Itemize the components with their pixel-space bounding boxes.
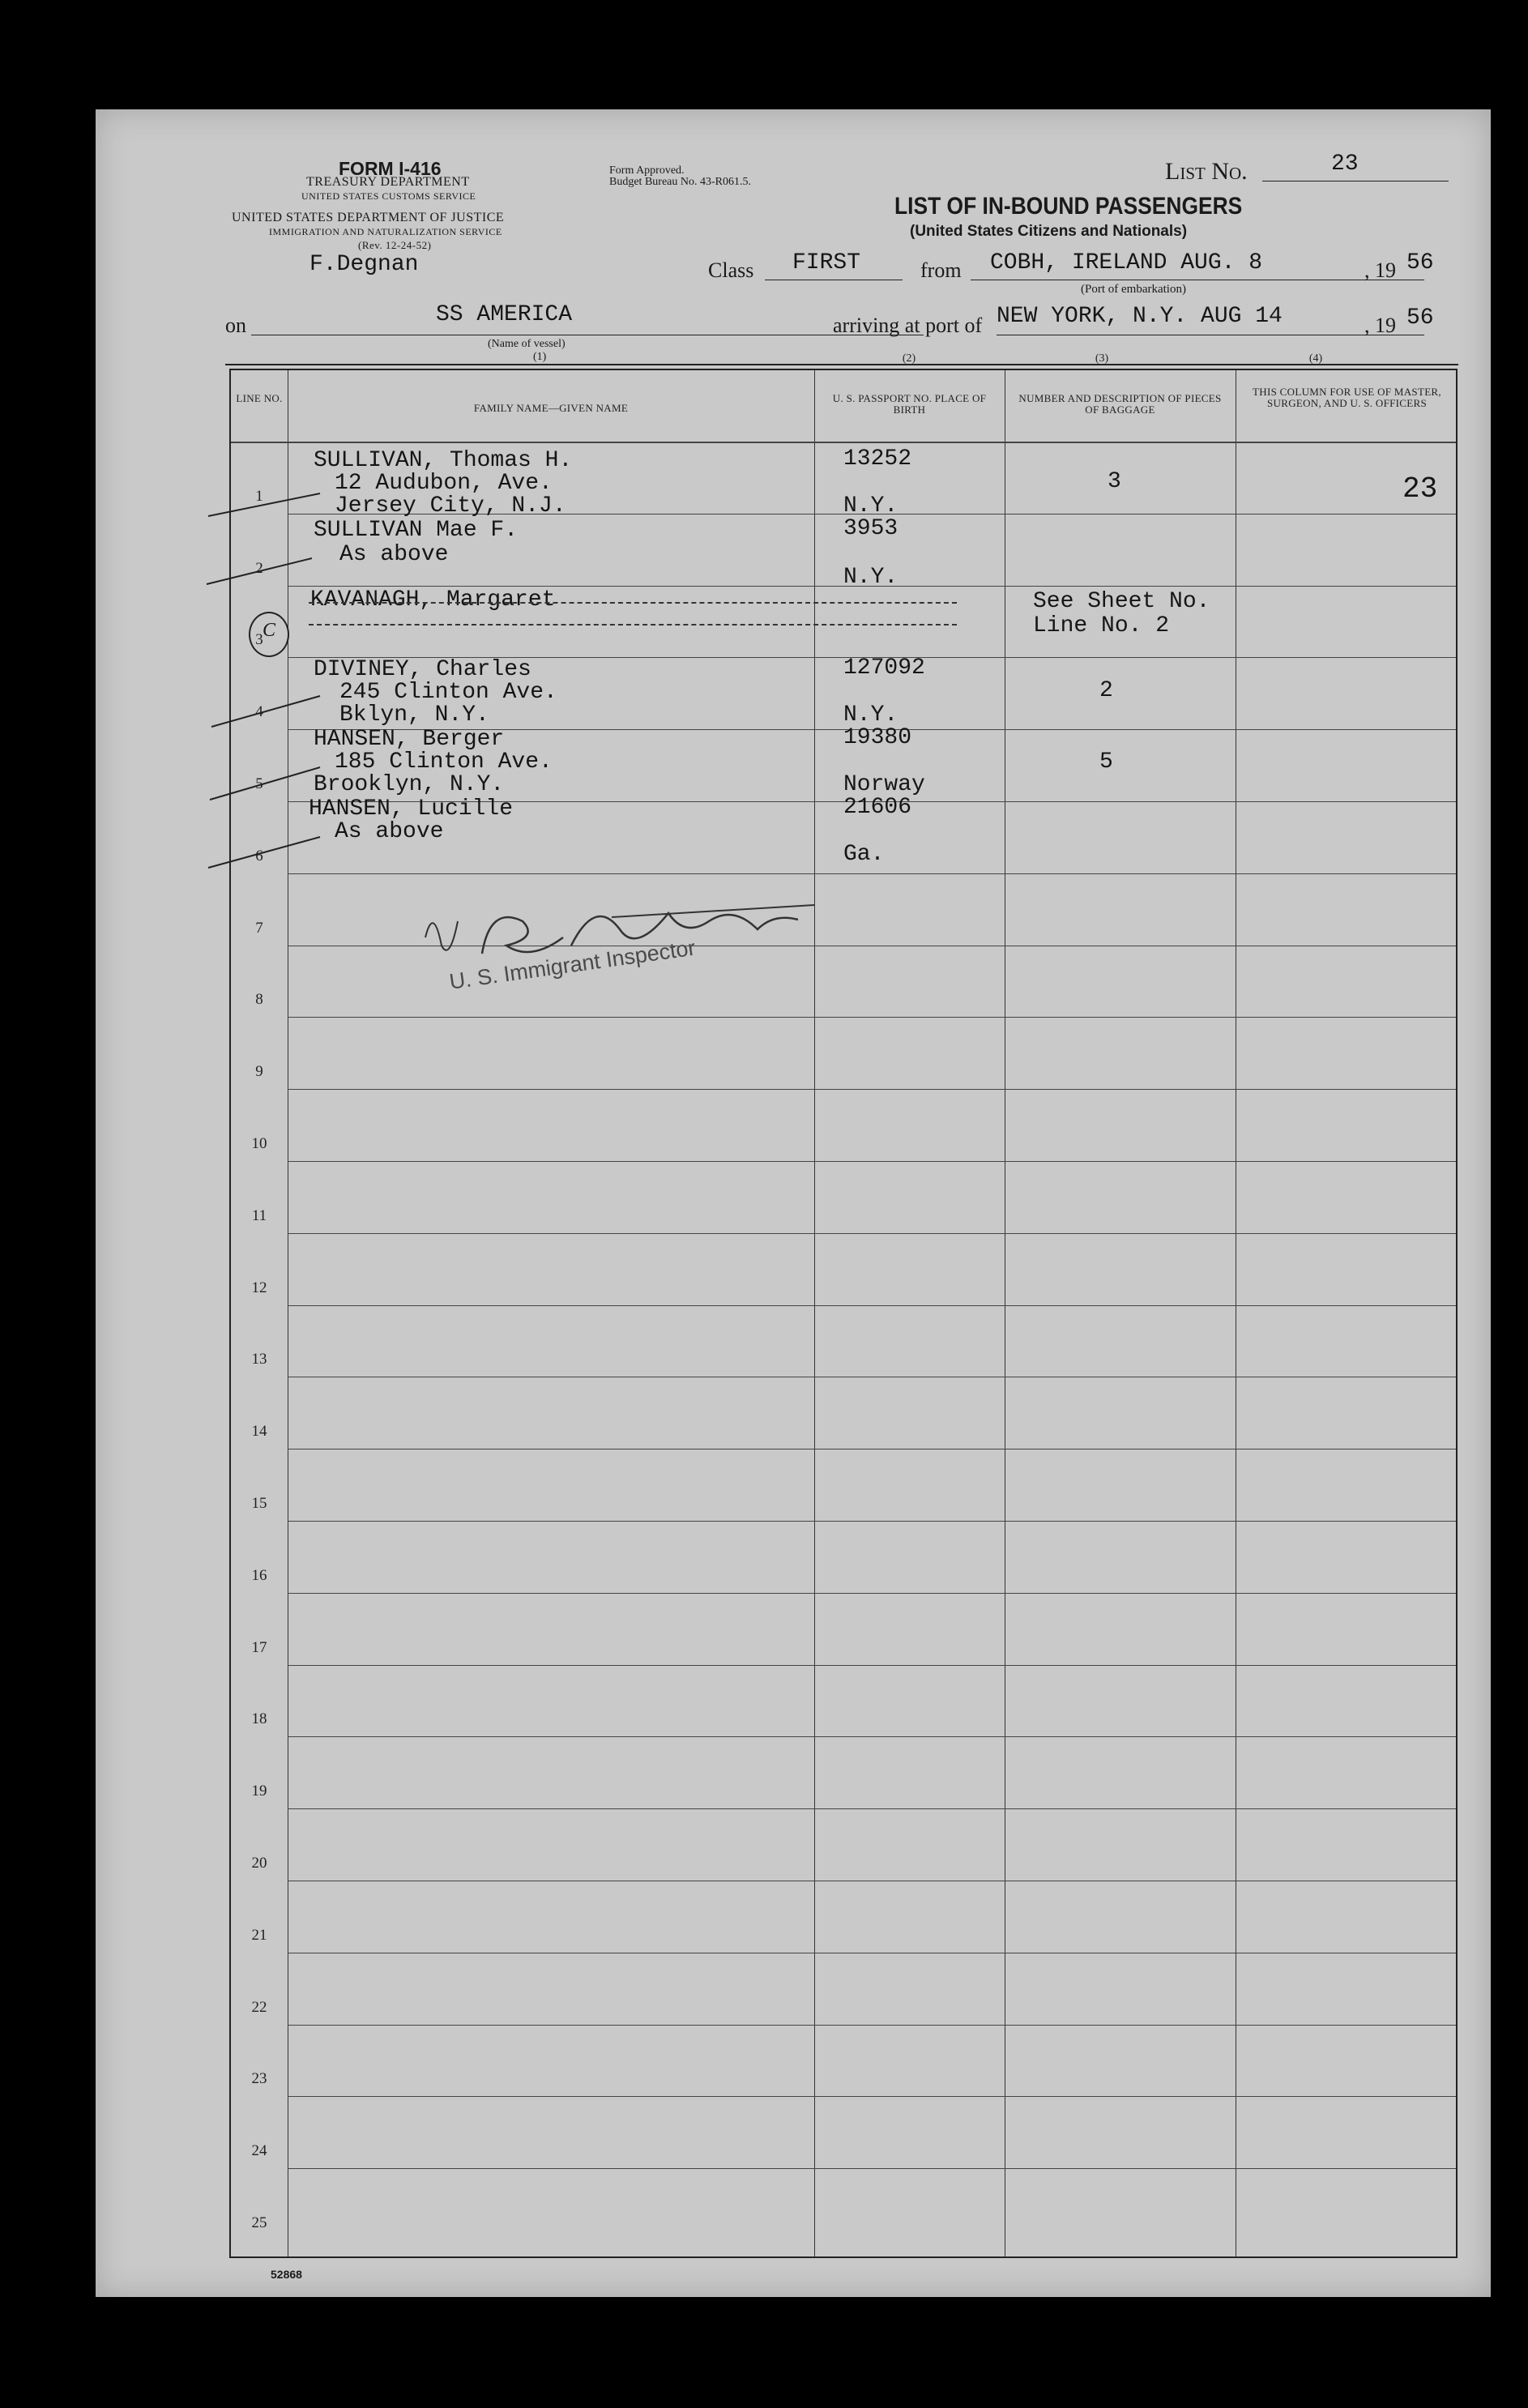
p2-address: As above	[339, 542, 449, 567]
p3-name-struck: KAVANAGH, Margaret	[310, 587, 556, 613]
p5-baggage: 5	[1099, 749, 1113, 775]
inspector-stamp: U. S. Immigrant Inspector	[447, 935, 698, 994]
passenger-manifest-sheet	[96, 109, 1491, 2297]
arrival-value: NEW YORK, N.Y. AUG 14	[997, 304, 1283, 329]
strike-line	[309, 602, 957, 604]
table-top-rule	[225, 364, 1458, 365]
list-no-value: 23	[1331, 152, 1359, 177]
p4-address-2: Bklyn, N.Y.	[339, 702, 489, 728]
line-number: 23	[251, 2070, 267, 2088]
line-number: 18	[251, 1710, 267, 1728]
p4-name: DIVINEY, Charles	[314, 657, 531, 682]
p5-address-2: Brooklyn, N.Y.	[314, 772, 505, 797]
col-divider	[814, 370, 815, 2256]
agent-name: F.Degnan	[309, 252, 419, 277]
class-value: FIRST	[792, 250, 861, 275]
page-subtitle: (United States Citizens and Nationals)	[910, 223, 1188, 240]
check-marks	[198, 484, 312, 937]
line-number: 20	[251, 1855, 267, 1872]
line-number: 12	[251, 1279, 267, 1296]
p5-address-1: 185 Clinton Ave.	[335, 749, 553, 775]
p2-birthplace: N.Y.	[843, 565, 898, 590]
manifest-table	[229, 369, 1458, 2258]
row-rule	[288, 2096, 1456, 2097]
line-number: 7	[255, 919, 263, 937]
line-number: 11	[251, 1206, 267, 1224]
line-number: 21	[251, 1926, 267, 1944]
treasury-dept: TREASURY DEPARTMENT	[306, 175, 470, 189]
p6-passport: 21606	[843, 795, 912, 820]
officers-col-num: (4)	[1308, 352, 1323, 365]
line-number: 19	[251, 1783, 267, 1800]
line-number: 10	[251, 1135, 267, 1152]
page-title: LIST OF IN-BOUND PASSENGERS	[894, 193, 1243, 220]
p5-passport: 19380	[843, 725, 912, 750]
port-embarkation-caption: (Port of embarkation)	[1081, 283, 1186, 296]
row-rule	[288, 1521, 1456, 1522]
list-no-label: List No.	[1165, 158, 1248, 185]
p3-baggage-ref-2: Line No. 2	[1033, 613, 1170, 638]
row-rule	[288, 1089, 1456, 1090]
on-label: on	[225, 314, 246, 337]
col-header-name: FAMILY NAME—GIVEN NAME	[473, 402, 629, 414]
p1-address-1: 12 Audubon, Ave.	[335, 471, 553, 496]
p5-name: HANSEN, Berger	[314, 727, 505, 752]
passport-col-num: (2)	[902, 352, 916, 365]
vessel-col-num: (1)	[533, 351, 547, 363]
row-rule	[288, 1161, 1456, 1162]
col-header-line-no: LINE NO.	[236, 392, 283, 404]
p1-passport: 13252	[843, 446, 912, 472]
line-number: 6	[255, 847, 263, 865]
header-rule	[231, 442, 1456, 443]
row-rule	[288, 1808, 1456, 1809]
ins-service: IMMIGRATION AND NATURALIZATION SERVICE	[269, 226, 502, 237]
line-number: 17	[251, 1638, 267, 1656]
p1-birthplace: N.Y.	[843, 493, 898, 519]
row-rule	[288, 1017, 1456, 1018]
p2-passport: 3953	[843, 516, 898, 541]
revision: (Rev. 12-24-52)	[358, 239, 432, 251]
p5-birthplace: Norway	[843, 772, 925, 797]
line-number: 13	[251, 1351, 267, 1368]
line-number: 3	[255, 631, 263, 649]
p6-name: HANSEN, Lucille	[309, 796, 514, 822]
p4-address-1: 245 Clinton Ave.	[339, 680, 557, 705]
row-rule	[288, 1593, 1456, 1594]
line-number: 2	[255, 559, 263, 577]
p6-address: As above	[335, 819, 444, 844]
col-header-baggage: NUMBER AND DESCRIPTION OF PIECES OF BAGGAGE	[1018, 392, 1222, 416]
p3-circle-mark: C	[249, 612, 289, 657]
col-header-officers: THIS COLUMN FOR USE OF MASTER, SURGEON, AND U. S. OFFICERS	[1253, 386, 1441, 409]
line-number: 16	[251, 1566, 267, 1584]
p4-baggage: 2	[1099, 678, 1113, 703]
from-label: from	[920, 258, 962, 282]
row-rule	[288, 1736, 1456, 1737]
class-label: Class	[708, 258, 754, 282]
baggage-col-num: (3)	[1095, 352, 1109, 365]
row-rule	[288, 873, 1456, 874]
line-number: 15	[251, 1495, 267, 1512]
line-number: 8	[255, 991, 263, 1009]
vessel-name: SS AMERICA	[436, 302, 573, 327]
line-number: 14	[251, 1423, 267, 1441]
arriving-label: arriving at port of	[833, 314, 983, 337]
p4-birthplace: N.Y.	[843, 702, 898, 728]
from-value: COBH, IRELAND AUG. 8	[990, 250, 1263, 275]
row-rule	[288, 1233, 1456, 1234]
row-rule	[288, 2025, 1456, 2026]
form-footer-number: 52868	[271, 2268, 302, 2281]
p1-baggage: 3	[1108, 469, 1121, 494]
year-value-2: 56	[1406, 305, 1434, 331]
strike-line	[309, 624, 957, 625]
col-header-passport: U. S. PASSPORT NO. PLACE OF BIRTH	[832, 392, 987, 416]
row-rule	[288, 2168, 1456, 2169]
row-rule	[288, 1305, 1456, 1306]
row-rule	[288, 1665, 1456, 1666]
p2-name: SULLIVAN Mae F.	[314, 518, 519, 543]
p4-passport: 127092	[843, 655, 925, 681]
form-approved: Form Approved.	[609, 164, 685, 177]
vessel-caption: (Name of vessel)	[488, 338, 566, 350]
line-number: 24	[251, 2142, 267, 2160]
line-number: 22	[251, 1998, 267, 2016]
p3-baggage-ref-1: See Sheet No.	[1033, 589, 1210, 614]
year-prefix-1: , 19	[1364, 258, 1396, 282]
year-value-1: 56	[1406, 250, 1434, 275]
line-number: 9	[255, 1063, 263, 1081]
line-number: 4	[255, 703, 263, 721]
budget-bureau: Budget Bureau No. 43-R061.5.	[609, 176, 751, 188]
line-number: 25	[251, 2214, 267, 2231]
year-prefix-2: , 19	[1364, 314, 1396, 337]
line-number: 1	[255, 487, 263, 505]
p1-officer-note: 23	[1402, 472, 1438, 506]
p6-birthplace: Ga.	[843, 842, 885, 867]
p1-name: SULLIVAN, Thomas H.	[314, 448, 573, 473]
justice-dept: UNITED STATES DEPARTMENT OF JUSTICE	[232, 211, 505, 224]
form-number: FORM I-416	[339, 158, 442, 179]
line-number: 5	[255, 775, 263, 792]
p1-address-2: Jersey City, N.J.	[335, 493, 566, 519]
customs-service: UNITED STATES CUSTOMS SERVICE	[301, 190, 476, 202]
